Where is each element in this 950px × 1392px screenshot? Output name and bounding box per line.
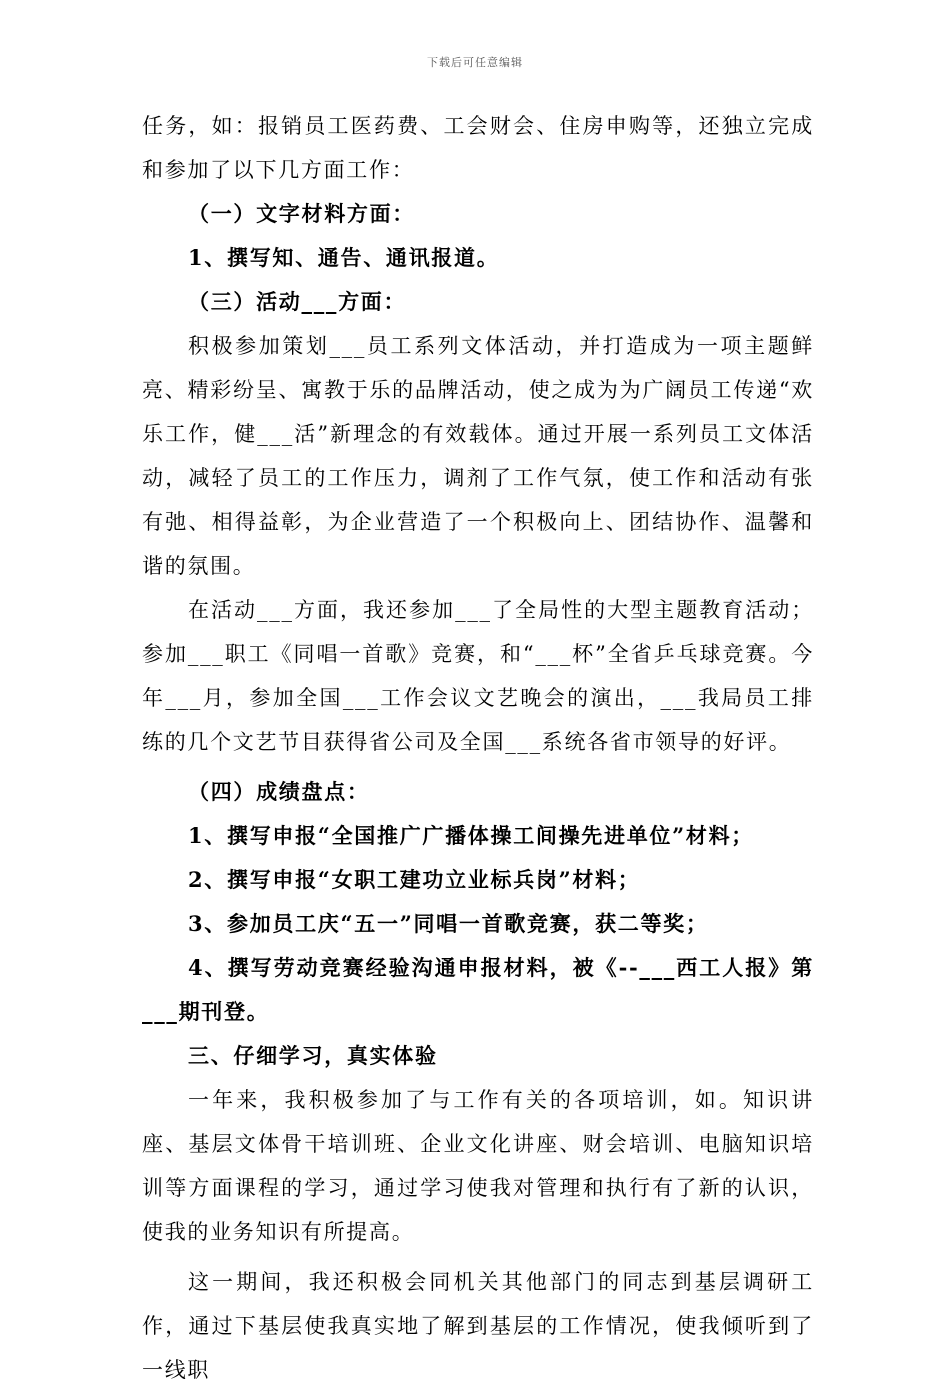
heading-activities: （三）活动___方面： [188,289,407,314]
paragraph-activities-planning: 积极参加策划___员工系列文体活动，并打造成为一项主题鲜亮、精彩纷呈、寓教于乐的品牌活动，使之成为为广阔员工传递“欢乐工作，健___活”新理念的有效载体。通过开展一系列员工文体活动，减轻了员工的工作压力，调剂了工作气氛，使工作和活动有张有弛、相得益彰，为企业营造了一个积极向上、团结协作、温馨和谐的氛围。 [142,334,814,578]
paragraph-intro: 任务，如：报销员工医药费、工会财会、住房申购等，还独立完成和参加了以下几方面工作： [142,114,814,182]
list-item-text-materials-1: 1、撰写知、通告、通讯报道。 [188,245,500,270]
list-item-achievement-4: 4、撰写劳动竞赛经验沟通申报材料，被《--___西工人报》第___期刊登。 [142,955,814,1024]
list-item-achievement-2: 2、撰写申报“女职工建功立业标兵岗”材料； [188,867,641,892]
list-item-achievement-1: 1、撰写申报“全国推广广播体操工间操先进单位”材料； [188,823,754,848]
paragraph-training: 一年来，我积极参加了与工作有关的各项培训，如。知识讲座、基层文体骨干培训班、企业文化讲座、财会培训、电脑知识培训等方面课程的学习，通过学习使我对管理和执行有了新的认识，使我的业务知识有所提高。 [142,1088,814,1244]
heading-text-materials: （一）文字材料方面： [188,201,415,226]
page-header: 下载后可任意编辑 [427,56,523,69]
paragraph-field-research: 这一期间，我还积极会同机关其他部门的同志到基层调研工作，通过下基层使我真实地了解到基层的工作情况，使我倾听到了一线职 [142,1270,814,1382]
heading-achievements: （四）成绩盘点： [188,779,370,804]
heading-study-section: 三、仔细学习，真实体验 [188,1043,438,1068]
list-item-achievement-3: 3、参加员工庆“五一”同唱一首歌竞赛，获二等奖； [188,911,709,936]
paragraph-activities-participation: 在活动___方面，我还参加___了全局性的大型主题教育活动；参加___职工《同唱一首歌》竞赛，和“___杯”全省乒乓球竞赛。今年___月，参加全国___工作会议文艺晚会的演出，___我局员工排练的几个文艺节目获得省公司及全国___系统各省市领导的好评。 [142,598,814,754]
document-body [142,104,814,1392]
